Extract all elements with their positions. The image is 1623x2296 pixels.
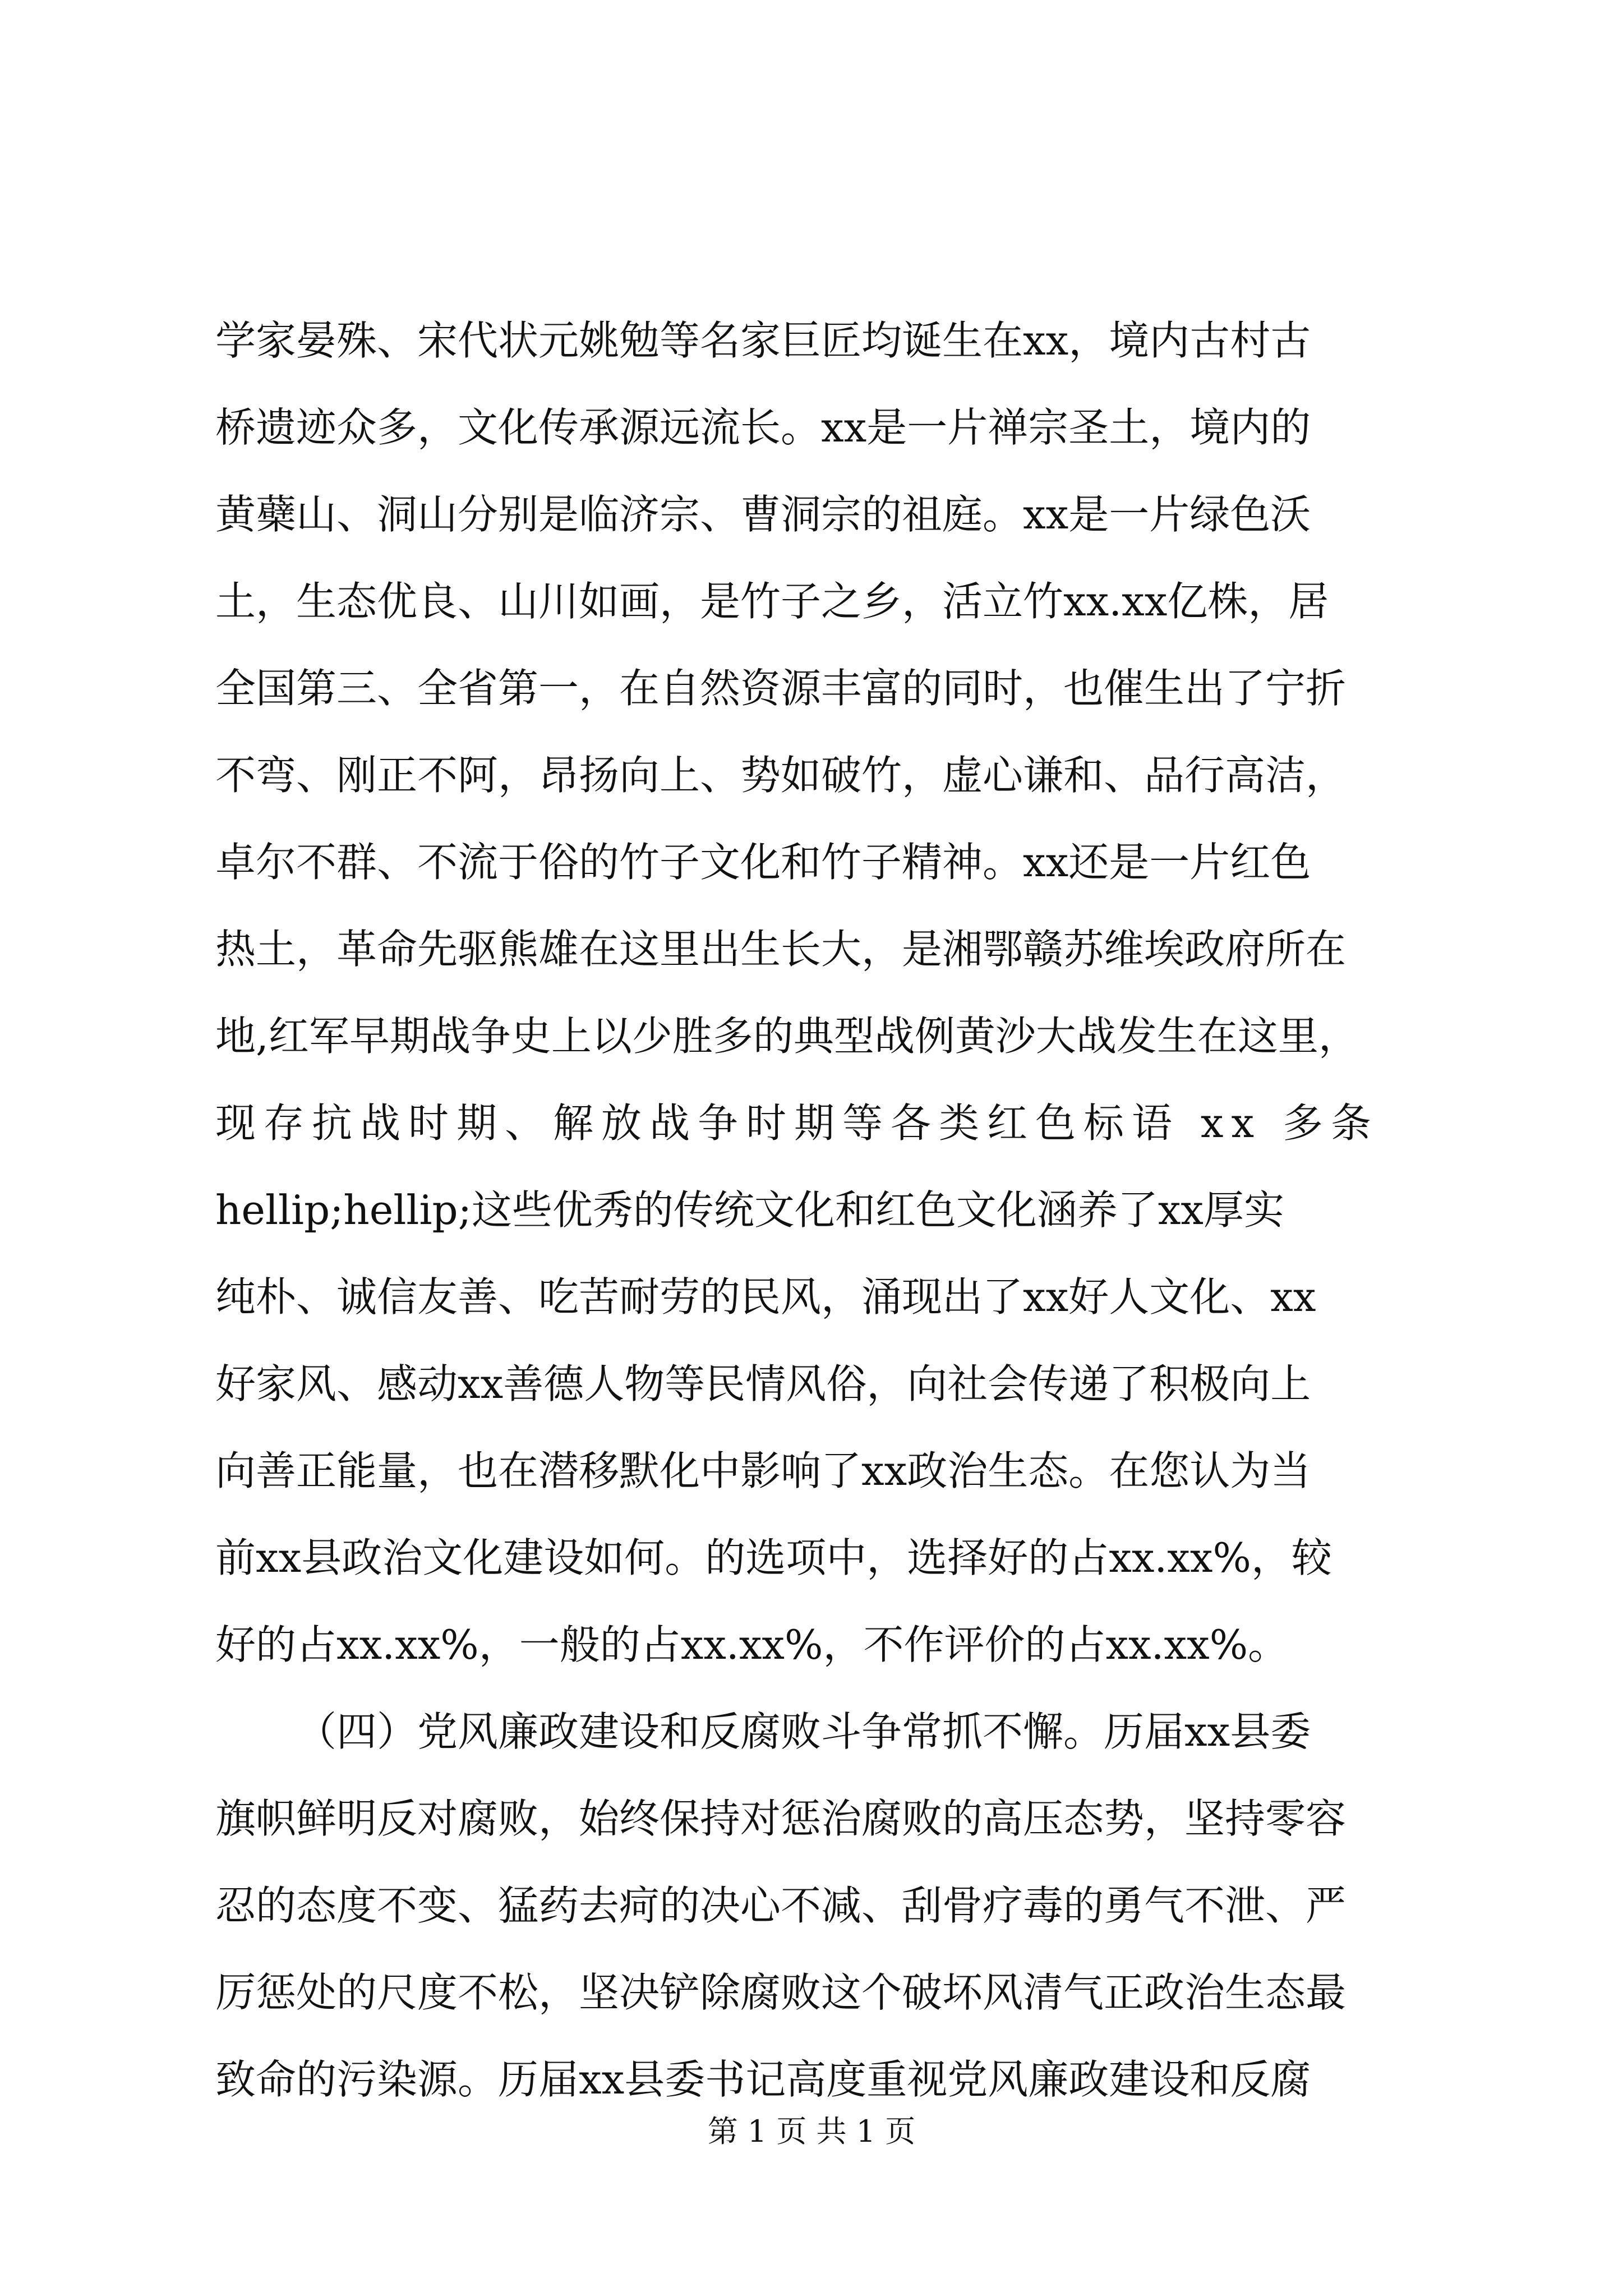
body-line: hellip;hellip;这些优秀的传统文化和红色文化涵养了xx厚实 (215, 1186, 1285, 1234)
body-line: 卓尔不群、不流于俗的竹子文化和竹子精神。xx还是一片红色 (215, 839, 1311, 886)
body-line: 热土，革命先驱熊雄在这里出生长大，是湘鄂赣苏维埃政府所在 (215, 926, 1347, 973)
document-body (215, 297, 1408, 2123)
body-line: 好的占xx.xx%，一般的占xx.xx%，不作评价的占xx.xx%。 (215, 1621, 1289, 1668)
body-line: 厉惩处的尺度不松，坚决铲除腐败这个破坏风清气正政治生态最 (215, 1969, 1347, 2016)
body-line: 土，生态优良、山川如画，是竹子之乡，活立竹xx.xx亿株，居 (215, 578, 1329, 625)
body-line: 现存抗战时期、解放战争时期等各类红色标语 xx 多条 (215, 1099, 1379, 1147)
page-footer: 第 1 页 共 1 页 (707, 2114, 916, 2149)
body-line: 桥遗迹众多，文化传承源远流长。xx是一片禅宗圣土，境内的 (215, 404, 1311, 451)
body-line: 致命的污染源。历届xx县委书记高度重视党风廉政建设和反腐 (215, 2056, 1311, 2103)
section-heading-line: （四）党风廉政建设和反腐败斗争常抓不懈。历届xx县委 (296, 1708, 1311, 1755)
body-line: 黄蘗山、洞山分别是临济宗、曹洞宗的祖庭。xx是一片绿色沃 (215, 491, 1311, 538)
body-line: 好家风、感动xx善德人物等民情风俗，向社会传递了积极向上 (215, 1360, 1311, 1407)
body-line: 纯朴、诚信友善、吃苦耐劳的民风，涌现出了xx好人文化、xx (215, 1273, 1316, 1320)
body-line: 地,红军早期战争史上以少胜多的典型战例黄沙大战发生在这里， (215, 1013, 1359, 1060)
body-line: 学家晏殊、宋代状元姚勉等名家巨匠均诞生在xx，境内古村古 (215, 317, 1311, 364)
body-line: 不弯、刚正不阿，昂扬向上、势如破竹，虚心谦和、品行高洁， (215, 752, 1347, 799)
body-line: 全国第三、全省第一，在自然资源丰富的同时，也催生出了宁折 (215, 665, 1347, 712)
body-line: 忍的态度不变、猛药去疴的决心不减、刮骨疗毒的勇气不泄、严 (215, 1882, 1347, 1929)
body-line: 前xx县政治文化建设如何。的选项中，选择好的占xx.xx%，较 (215, 1534, 1332, 1581)
body-line: 向善正能量，也在潜移默化中影响了xx政治生态。在您认为当 (215, 1447, 1311, 1494)
body-line: 旗帜鲜明反对腐败，始终保持对惩治腐败的高压态势，坚持零容 (215, 1795, 1347, 1842)
